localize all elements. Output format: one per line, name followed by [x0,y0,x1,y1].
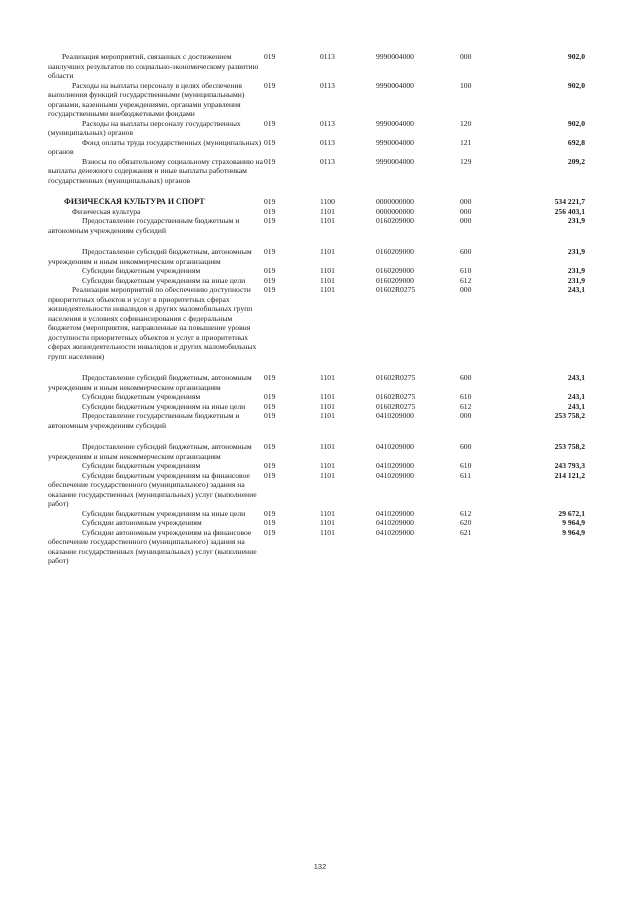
row-vid-rashodov-cell: 620 [460,518,472,527]
table-row [48,442,585,461]
table-row [48,518,585,528]
row-vid-rashodov-cell: 120 [460,118,472,128]
row-vid-rashodov-cell: 000 [460,285,472,294]
row-name-cell: Субсидии бюджетным учреждениям на иные цели [82,275,246,285]
row-celevaya-statya-cell: 0410209000 [376,442,414,451]
row-razdel-cell: 1101 [320,285,335,294]
row-vedomstvo-cell: 019 [264,206,276,216]
page-number: 132 [313,862,327,871]
row-celevaya-statya-cell: 0160209000 [376,266,414,275]
row-summa-cell: 902,0 [567,52,585,61]
row-summa-cell: 231,9 [567,216,585,225]
table-row [48,373,585,392]
row-summa-cell: 534 221,7 [554,197,585,206]
row-celevaya-statya-cell: 0410209000 [376,527,414,537]
row-summa-cell: 231,9 [567,247,585,256]
table-row [48,247,585,266]
row-vedomstvo-cell: 019 [264,285,276,294]
row-razdel-cell: 0113 [320,118,335,128]
row-celevaya-statya-cell: 01602R0275 [376,373,416,382]
row-celevaya-statya-cell: 0410209000 [376,508,414,518]
row-vedomstvo-cell: 019 [264,80,276,90]
row-razdel-cell: 1101 [320,442,335,451]
row-razdel-cell: 1101 [320,518,335,527]
row-vedomstvo-cell: 019 [264,373,276,382]
row-vedomstvo-cell: 019 [264,392,276,401]
table-row [48,509,585,519]
row-vid-rashodov-cell: 600 [460,247,472,256]
table-row [48,411,585,430]
row-name-cell: Предоставление субсидий бюджетным, автономным учреждениям и иным некоммерческим организациям [48,442,252,461]
row-vid-rashodov-cell: 610 [460,461,472,470]
row-name-cell: Реализация мероприятий по обеспечению доступности приоритетных объектов и услуг в приоритетных сферах жизнедеятельности инвалидов и других маломобильных групп населения в условиях софинансирования с федеральным бюджетом (мероприятия, направленные на повышение уровня доступности приоритетных объектов и услуг в приоритетных сферах жизнедеятельности инвалидов и других маломобильных групп населения) [48,285,257,361]
spacer-cell [48,185,585,197]
row-vedomstvo-cell: 019 [264,470,276,480]
row-razdel-cell: 1101 [320,470,335,480]
table-row [48,392,585,402]
row-name-cell: Субсидии бюджетным учреждениям на финансовое обеспечение государственного (муниципального) задания на оказание государственных (муниципальных) услуг (выполнение работ) [48,470,257,508]
row-celevaya-statya-cell: 0410209000 [376,411,414,420]
row-name-cell: ФИЗИЧЕСКАЯ КУЛЬТУРА И СПОРТ [64,197,205,206]
table-row [48,528,585,566]
row-name-cell: Предоставление государственным бюджетным и автономным учреждениям субсидий [48,411,240,430]
row-summa-cell: 692,8 [567,137,585,147]
row-vid-rashodov-cell: 121 [460,137,472,147]
row-name-cell: Расходы на выплаты персоналу в целях обеспечения выполнения функций государственными (муниципальными) органами, казенными учреждениями, органами управления государственными внебюджетными фондами [48,80,245,118]
table-row [48,276,585,286]
spacer-cell [48,430,585,442]
row-vedomstvo-cell: 019 [264,52,276,61]
budget-table [48,52,585,566]
table-row [48,207,585,217]
row-razdel-cell: 1101 [320,216,335,225]
row-vedomstvo-cell: 019 [264,518,276,527]
row-summa-cell: 902,0 [567,80,585,90]
row-summa-cell: 214 121,2 [554,470,585,480]
row-vedomstvo-cell: 019 [264,216,276,225]
row-celevaya-statya-cell: 01602R0275 [376,285,416,294]
row-name-cell: Реализация мероприятий, связанных с достижением наилучших результатов по социально-экономическому развитию области [48,52,259,80]
row-razdel-cell: 1101 [320,266,335,275]
row-vid-rashodov-cell: 612 [460,508,472,518]
row-razdel-cell: 1101 [320,392,335,401]
row-celevaya-statya-cell: 9990004000 [376,156,414,166]
row-razdel-cell: 1101 [320,411,335,420]
row-vid-rashodov-cell: 612 [460,401,472,411]
row-name-cell: Субсидии бюджетным учреждениям на иные цели [82,401,246,411]
row-celevaya-statya-cell: 9990004000 [376,118,414,128]
row-summa-cell: 9 964,9 [562,518,585,527]
table-row [48,52,585,81]
row-summa-cell: 29 672,1 [558,508,585,518]
row-razdel-cell: 1101 [320,247,335,256]
row-vedomstvo-cell: 019 [264,247,276,256]
row-razdel-cell: 0113 [320,52,335,61]
row-celevaya-statya-cell: 0000000000 [376,206,414,216]
row-razdel-cell: 1101 [320,275,335,285]
row-vedomstvo-cell: 019 [264,137,276,147]
row-name-cell: Предоставление субсидий бюджетным, автономным учреждениям и иным некоммерческим организациям [48,247,252,266]
row-name-cell: Расходы на выплаты персоналу государственных (муниципальных) органов [48,118,241,137]
row-razdel-cell: 1101 [320,461,335,470]
row-name-cell: Субсидии бюджетным учреждениям на иные цели [82,508,246,518]
row-name-cell: Субсидии бюджетным учреждениям [82,461,201,470]
table-row [48,285,585,361]
row-name-cell: Предоставление государственным бюджетным и автономным учреждениям субсидий [48,216,240,235]
row-celevaya-statya-cell: 0000000000 [376,197,414,206]
row-vedomstvo-cell: 019 [264,156,276,166]
row-razdel-cell: 1101 [320,373,335,382]
row-summa-cell: 256 403,1 [554,206,585,216]
row-summa-cell: 253 758,2 [554,442,585,451]
row-celevaya-statya-cell: 0410209000 [376,461,414,470]
row-summa-cell: 243,1 [567,285,585,294]
row-vedomstvo-cell: 019 [264,275,276,285]
budget-table-body [48,52,585,566]
row-summa-cell: 209,2 [567,156,585,166]
row-vid-rashodov-cell: 000 [460,197,472,206]
row-celevaya-statya-cell: 0160209000 [376,216,414,225]
table-row [48,266,585,276]
row-vid-rashodov-cell: 610 [460,392,472,401]
row-summa-cell: 9 964,9 [562,527,585,537]
row-vedomstvo-cell: 019 [264,461,276,470]
row-name-cell: Субсидии бюджетным учреждениям [82,392,201,401]
row-summa-cell: 253 758,2 [554,411,585,420]
row-razdel-cell: 1101 [320,401,335,411]
spacer-cell [48,235,585,247]
row-vedomstvo-cell: 019 [264,411,276,420]
table-row [48,216,585,235]
row-vid-rashodov-cell: 000 [460,411,472,420]
table-row [48,197,585,207]
row-razdel-cell: 0113 [320,80,335,90]
row-vedomstvo-cell: 019 [264,508,276,518]
row-celevaya-statya-cell: 9990004000 [376,52,414,61]
row-celevaya-statya-cell: 0410209000 [376,518,414,527]
spacer-cell [48,361,585,373]
table-row [48,138,585,157]
row-vedomstvo-cell: 019 [264,401,276,411]
row-vid-rashodov-cell: 600 [460,442,472,451]
row-vid-rashodov-cell: 100 [460,80,472,90]
row-name-cell: Субсидии автономным учреждениям на финансовое обеспечение государственного (муниципального) задания на оказание государственных (муниципальных) услуг (выполнение работ) [48,527,257,565]
row-vid-rashodov-cell: 600 [460,373,472,382]
row-name-cell: Фонд оплаты труда государственных (муниципальных) органов [48,137,262,156]
row-summa-cell: 231,9 [567,266,585,275]
row-razdel-cell: 1101 [320,527,335,537]
row-razdel-cell: 1101 [320,508,335,518]
table-row [48,471,585,509]
row-name-cell: Физическая культура [72,206,141,216]
row-celevaya-statya-cell: 0160209000 [376,247,414,256]
row-vid-rashodov-cell: 612 [460,275,472,285]
row-vid-rashodov-cell: 000 [460,216,472,225]
row-razdel-cell: 0113 [320,156,335,166]
row-summa-cell: 243,1 [567,392,585,401]
spacer-row [48,361,585,373]
row-name-cell: Взносы по обязательному социальному страхованию на выплаты денежного содержания и иные выплаты работникам государственных (муниципальных) органов [48,156,263,185]
spacer-row [48,430,585,442]
row-vid-rashodov-cell: 611 [460,470,472,480]
row-razdel-cell: 0113 [320,137,335,147]
row-vid-rashodov-cell: 000 [460,206,472,216]
spacer-row [48,185,585,197]
row-celevaya-statya-cell: 0160209000 [376,275,414,285]
table-row [48,157,585,186]
row-vedomstvo-cell: 019 [264,266,276,275]
row-summa-cell: 231,9 [567,275,585,285]
row-vid-rashodov-cell: 000 [460,52,472,61]
row-name-cell: Субсидии бюджетным учреждениям [82,266,201,275]
row-vid-rashodov-cell: 621 [460,527,472,537]
row-celevaya-statya-cell: 9990004000 [376,80,414,90]
row-celevaya-statya-cell: 0410209000 [376,470,414,480]
row-summa-cell: 243,1 [567,373,585,382]
row-razdel-cell: 1101 [320,206,335,216]
row-summa-cell: 243,1 [567,401,585,411]
table-row [48,402,585,412]
row-vid-rashodov-cell: 129 [460,156,472,166]
row-vedomstvo-cell: 019 [264,197,276,206]
row-summa-cell: 902,0 [567,118,585,128]
row-celevaya-statya-cell: 01602R0275 [376,392,416,401]
row-vedomstvo-cell: 019 [264,527,276,537]
row-summa-cell: 243 793,3 [554,461,585,470]
row-celevaya-statya-cell: 01602R0275 [376,401,416,411]
spacer-row [48,235,585,247]
row-name-cell: Субсидии автономным учреждениям [82,518,202,527]
row-name-cell: Предоставление субсидий бюджетным, автономным учреждениям и иным некоммерческим организациям [48,373,252,392]
row-vid-rashodov-cell: 610 [460,266,472,275]
row-celevaya-statya-cell: 9990004000 [376,137,414,147]
row-razdel-cell: 1100 [320,197,335,206]
table-row [48,119,585,138]
row-vedomstvo-cell: 019 [264,442,276,451]
row-vedomstvo-cell: 019 [264,118,276,128]
table-row [48,461,585,471]
table-row [48,81,585,119]
